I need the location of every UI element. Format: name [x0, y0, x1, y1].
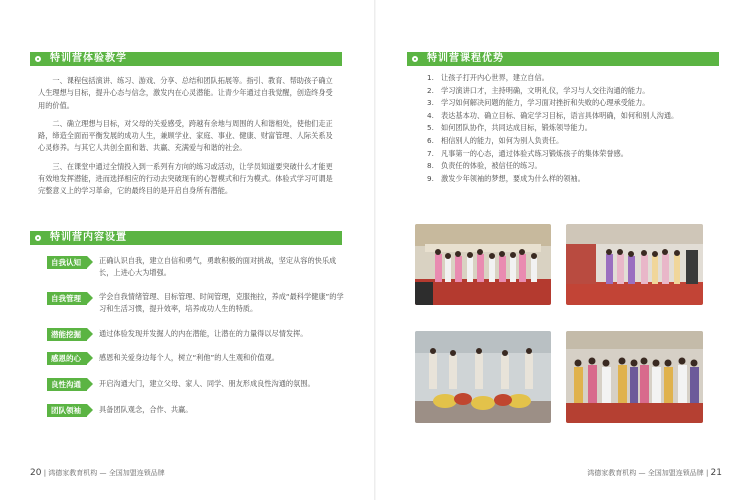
page-number: 21: [710, 468, 722, 478]
item-label-self-awareness: 自我认知: [47, 256, 87, 269]
bullet-dot-icon: [410, 54, 420, 64]
section-title-advantages: 特训营课程优势: [427, 53, 504, 64]
section-heading-bar: [30, 52, 342, 66]
section-heading-bar: [407, 52, 719, 66]
bullet-dot-icon: [33, 54, 43, 64]
list-item: 8. 负责任的体验，被信任的练习。: [427, 161, 542, 171]
paragraph: 一、课程包括演讲、练习、游戏、分享、总结和团队拓展等。指引、教育、帮助孩子确立人生理想与目标，提升心态与信念，激发内在心灵潜能。让青少年通过自我觉醒，创造终身受用的价值。: [38, 76, 333, 110]
item-text: 开启沟通大门，建立父母、家人、同学、朋友形成良性沟通的氛围。: [99, 379, 315, 388]
section-heading-bar: [30, 231, 342, 245]
list-item: 6. 相信别人的能力，如何为别人负责任。: [427, 135, 564, 145]
experience-paragraphs: [38, 75, 336, 198]
item-text: 通过体验发现并发掘人的内在潜能，让潜在的力量得以尽情发挥。: [99, 329, 308, 338]
list-item: 3. 学习如何解决问题的能力，学习面对挫折和失败的心理承受能力。: [427, 98, 650, 108]
page-number: 20: [30, 468, 42, 478]
right-page: [375, 0, 750, 500]
item-label-potential: 潜能挖掘: [47, 328, 87, 341]
paragraph: 二、确立理想与目标，对父母的关爱感受，跨越有余地与周围的人和谐相处，使他们走正路，缔造全面而平衡发展的成功人生，兼顾学业、家庭、事业、健康、财富管理、人际关系及心灵修养。与其它人共创全面和谐、共赢、充满爱与和谐的社会。: [38, 118, 333, 153]
advantages-list: [427, 72, 678, 185]
paragraph: 三、在课堂中通过全情投入到一系列有方向的练习或活动，让学员知道要突破什么才能更有效地发挥潜能，进而选择相应的行动去突破现有的心智模式和行为模式。体验式学习可谓是完整意义上的学习革命，它的最终目的是开启自身所有潜能。: [38, 161, 333, 196]
list-item: 4. 表达基本功、确立目标、确定学习目标，语言具体明确，如何和别人沟通。: [427, 110, 679, 120]
item-text: 正确认识自我，建立自信和勇气，勇敢积极的面对挑战，坚定从容的快乐成长，上进心大为增强。: [99, 256, 337, 278]
item-label-gratitude: 感恩的心: [47, 352, 87, 365]
footer-text: | 鸿德家教育机构 — 全国加盟连锁品牌: [43, 469, 165, 477]
photo-students-performing: [415, 224, 551, 305]
list-item: 1. 让孩子打开内心世界，建立自信。: [427, 73, 549, 82]
photo-group-costumes: [566, 331, 703, 423]
item-text: 学会自我情绪管理、目标管理、时间管理，克服拖拉，养成“最科学健康”的学习和生活习惯，提升效率，培养成功人生的特质。: [99, 292, 344, 314]
item-text: 具备团队观念，合作、共赢。: [99, 405, 193, 414]
bullet-dot-icon: [33, 233, 43, 243]
photo-costume-show: [566, 224, 703, 305]
footer-right: [587, 468, 722, 478]
item-label-leadership: 团队领袖: [47, 404, 87, 417]
section-title-content: 特训营内容设置: [50, 232, 127, 243]
list-item: 9. 激发少年领袖的梦想，要成为什么样的领袖。: [427, 173, 585, 183]
item-label-communication: 良性沟通: [47, 378, 87, 391]
footer-left: [30, 468, 165, 478]
item-text: 感恩和关爱身边每个人，树立“利他”的人生观和价值观。: [99, 353, 279, 362]
list-item: 5. 如何团队协作，共同达成目标，锻炼领导能力。: [427, 123, 592, 133]
item-label-self-management: 自我管理: [47, 292, 87, 305]
list-item: 7. 凡事第一的心态，通过体验式练习锻炼孩子的集体荣誉感。: [427, 148, 628, 158]
footer-text: 鸿德家教育机构 — 全国加盟连锁品牌 |: [587, 469, 709, 477]
section-title-experience: 特训营体验教学: [50, 53, 127, 64]
list-item: 2. 学习演讲口才，主持明确，文明礼仪，学习与人交往沟通的能力。: [427, 85, 650, 95]
photo-bowing-ceremony: [415, 331, 551, 423]
